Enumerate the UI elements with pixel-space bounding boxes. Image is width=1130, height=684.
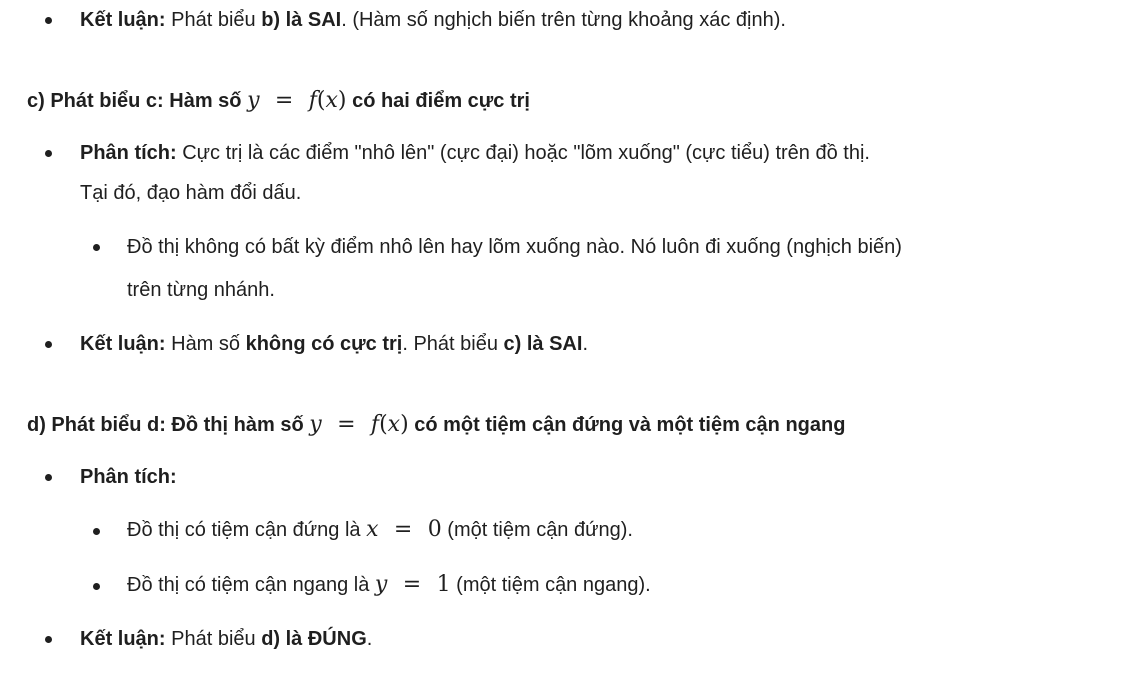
- heading-text: d) Phát biểu d: Đồ thị hàm số: [27, 414, 310, 436]
- bullet-dot: [45, 636, 52, 643]
- d-analysis-line: [80, 463, 177, 491]
- text: (một tiệm cận ngang).: [450, 574, 651, 596]
- bullet-dot: [45, 17, 52, 24]
- analysis-label: Phân tích:: [80, 142, 177, 164]
- bullet-dot: [93, 528, 100, 535]
- conclusion-label: Kết luận:: [80, 333, 166, 355]
- section-c-heading: [27, 86, 530, 116]
- analysis-label: Phân tích:: [80, 466, 177, 488]
- heading-text: có hai điểm cực trị: [346, 90, 530, 112]
- b-conclusion-line: [80, 6, 786, 34]
- bullet-dot: [45, 341, 52, 348]
- c-analysis-line1: [80, 139, 870, 167]
- bold-text: c) là SAI: [503, 333, 583, 355]
- heading-text: có một tiệm cận đứng và một tiệm cận ngang: [408, 414, 846, 436]
- bullet-dot: [45, 474, 52, 481]
- text: . (Hàm số nghịch biến trên từng khoảng xác định).: [341, 9, 786, 31]
- d-conclusion-line: [80, 625, 372, 653]
- text: Cực trị là các điểm "nhô lên" (cực đại) hoặc "lõm xuống" (cực tiểu) trên đồ thị.: [176, 142, 870, 164]
- text: .: [366, 628, 373, 650]
- text: Đồ thị có tiệm cận ngang là: [127, 574, 375, 596]
- bullet-dot: [45, 150, 52, 157]
- bullet-dot: [93, 583, 100, 590]
- c-sub1-line2: [127, 276, 275, 304]
- bold-text: b) là SAI: [261, 9, 342, 31]
- d-sub1-line: [127, 516, 633, 544]
- text: Phát biểu: [165, 9, 262, 31]
- math-expression: y = 1: [374, 572, 451, 597]
- d-sub2-line: [127, 571, 651, 599]
- bullet-dot: [93, 244, 100, 251]
- text: .: [582, 333, 588, 355]
- text: Đồ thị có tiệm cận đứng là: [127, 519, 367, 541]
- conclusion-label: Kết luận:: [80, 628, 166, 650]
- c-sub1-line1: [127, 233, 902, 261]
- text: Hàm số: [165, 333, 246, 355]
- text: Tại đó, đạo hàm đổi dấu.: [80, 182, 302, 204]
- section-d-heading: [27, 410, 845, 440]
- text: (một tiệm cận đứng).: [441, 519, 633, 541]
- text: Đồ thị không có bất kỳ điểm nhô lên hay lõm xuống nào. Nó luôn đi xuống (nghịch biến): [127, 236, 902, 258]
- bold-text: d) là ĐÚNG: [261, 628, 367, 650]
- heading-text: c) Phát biểu c: Hàm số: [27, 90, 248, 112]
- text: Phát biểu: [165, 628, 262, 650]
- bold-text: không có cực trị: [245, 333, 403, 355]
- text: trên từng nhánh.: [127, 279, 275, 301]
- conclusion-label: Kết luận:: [80, 9, 166, 31]
- text: . Phát biểu: [402, 333, 504, 355]
- math-expression: y = f(x): [247, 88, 347, 113]
- c-analysis-line2: [80, 179, 301, 207]
- c-conclusion-line: [80, 330, 588, 358]
- math-expression: x = 0: [366, 517, 442, 542]
- math-expression: y = f(x): [309, 412, 409, 437]
